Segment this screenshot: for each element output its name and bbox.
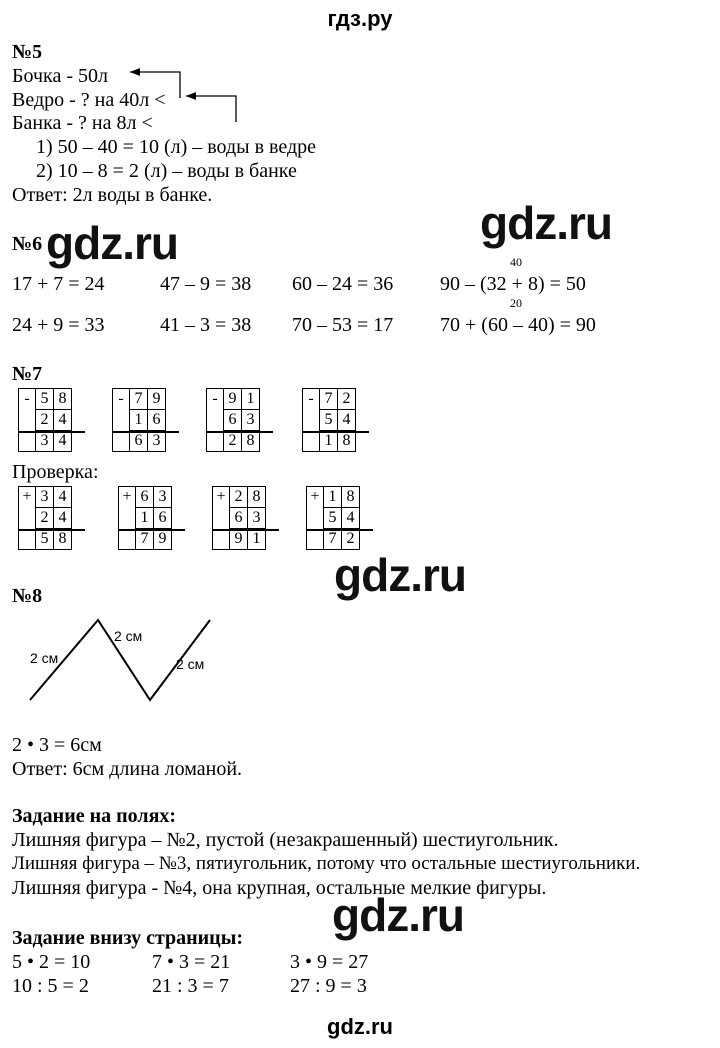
column-subtraction: - 7 2 5 4 1 8 xyxy=(302,388,356,452)
column-addition: + 6 3 1 6 7 9 xyxy=(118,486,172,550)
task7-title: №7 xyxy=(12,363,43,385)
task6-equation: 90 – (32 + 8) = 50 xyxy=(440,273,586,295)
task5-line: Бочка - 50л xyxy=(12,65,108,87)
task6-equation: 17 + 7 = 24 xyxy=(12,273,105,295)
watermark: gdz.ru xyxy=(332,889,464,941)
site-header: гдз.ру xyxy=(327,6,393,31)
task6-equation: 47 – 9 = 38 xyxy=(160,273,252,295)
task6-equation: 70 – 53 = 17 xyxy=(292,314,394,336)
task6-equation: 24 + 9 = 33 xyxy=(12,314,105,336)
segment-label: 2 см xyxy=(30,650,59,666)
watermark: gdz.ru xyxy=(46,217,178,269)
check-label: Проверка: xyxy=(12,461,99,483)
task6-equation: 60 – 24 = 36 xyxy=(292,273,394,295)
bottom-task-equation: 27 : 9 = 3 xyxy=(290,975,367,997)
margin-task-line: Лишняя фигура – №3, пятиугольник, потому что остальные шестиугольники. xyxy=(12,853,641,874)
task5-line: Банка - ? на 8л < xyxy=(12,112,153,134)
task6-equation: 41 – 3 = 38 xyxy=(160,314,252,336)
column-subtraction: - 9 1 6 3 2 8 xyxy=(206,388,260,452)
segment-label: 2 см xyxy=(176,656,205,672)
task5-step: 1) 50 – 40 = 10 (л) – воды в ведре xyxy=(36,136,317,158)
margin-task-line: Лишняя фигура – №2, пустой (незакрашенный) шестиугольник. xyxy=(12,829,559,851)
task8-answer: Ответ: 6см длина ломаной. xyxy=(12,758,243,780)
column-addition: + 3 4 2 4 5 8 xyxy=(18,486,72,550)
watermark: gdz.ru xyxy=(480,197,612,249)
bottom-task-title: Задание внизу страницы: xyxy=(12,927,243,949)
task5-arrows xyxy=(120,62,250,132)
column-subtraction: - 5 8 2 4 3 4 xyxy=(18,388,72,452)
task6-note: 40 xyxy=(510,255,522,269)
column-subtraction: - 7 9 1 6 6 3 xyxy=(112,388,166,452)
task6-note: 20 xyxy=(510,296,522,310)
bottom-task-equation: 21 : 3 = 7 xyxy=(152,975,229,997)
bottom-task-equation: 3 • 9 = 27 xyxy=(290,951,369,973)
segment-label: 2 см xyxy=(114,628,143,644)
task6-equation: 70 + (60 – 40) = 90 xyxy=(440,314,596,336)
task5-title: №5 xyxy=(12,41,43,63)
margin-task-line: Лишняя фигура - №4, она крупная, остальные мелкие фигуры. xyxy=(12,877,547,899)
watermark: gdz.ru xyxy=(334,549,466,601)
margin-task-title: Задание на полях: xyxy=(12,805,177,827)
bottom-task-equation: 10 : 5 = 2 xyxy=(12,975,89,997)
site-footer: gdz.ru xyxy=(327,1014,393,1039)
task8-title: №8 xyxy=(12,585,43,607)
task5-line: Ведро - ? на 40л < xyxy=(12,89,166,111)
column-addition: + 1 8 5 4 7 2 xyxy=(306,486,360,550)
task5-answer: Ответ: 2л воды в банке. xyxy=(12,184,213,206)
column-addition: + 2 8 6 3 9 1 xyxy=(212,486,266,550)
bottom-task-equation: 5 • 2 = 10 xyxy=(12,951,91,973)
bottom-task-equation: 7 • 3 = 21 xyxy=(152,951,231,973)
task8-calc: 2 • 3 = 6см xyxy=(12,734,102,756)
task6-title: №6 xyxy=(12,233,43,255)
task5-step: 2) 10 – 8 = 2 (л) – воды в банке xyxy=(36,160,297,182)
